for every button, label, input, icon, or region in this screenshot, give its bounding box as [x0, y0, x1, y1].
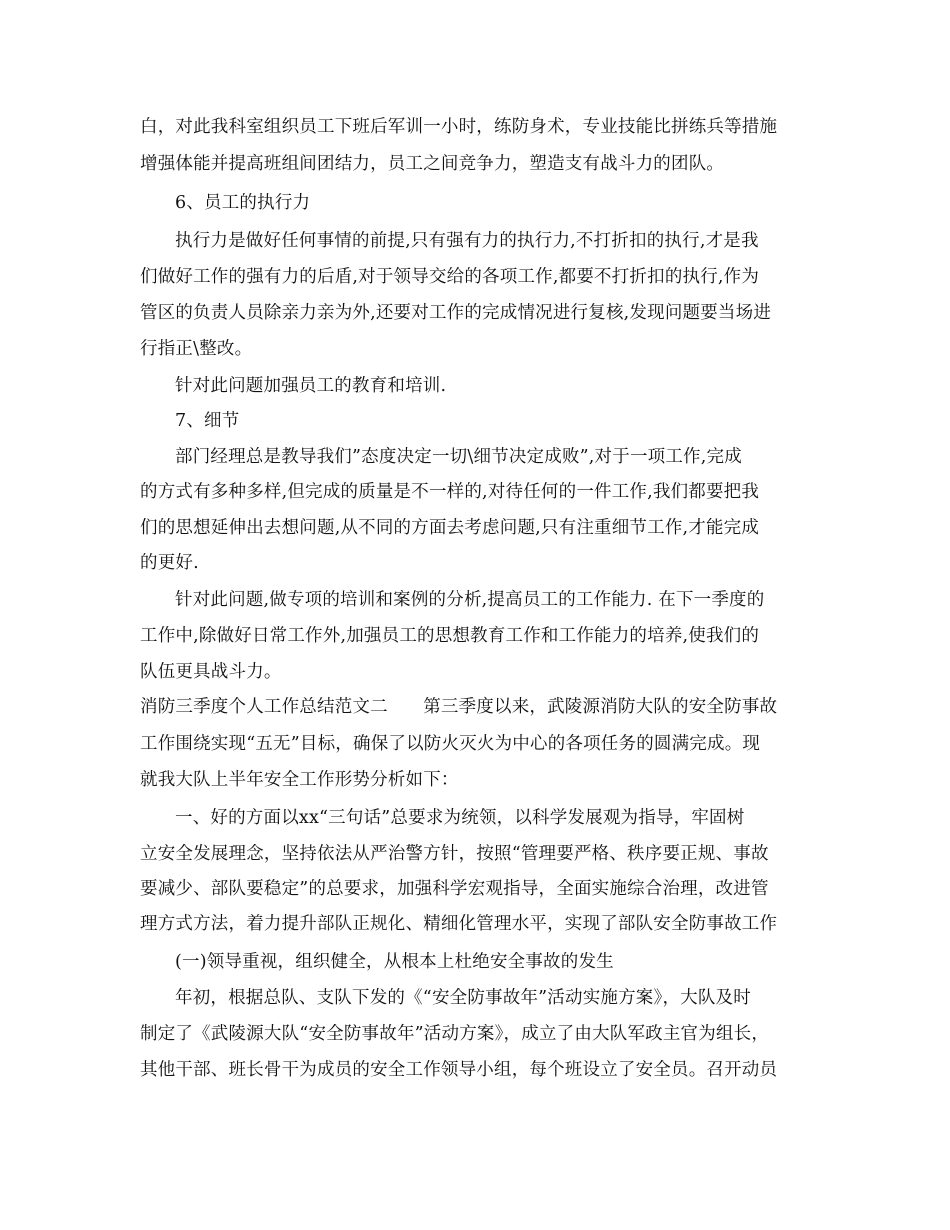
text-line: 年初，根据总队、支队下发的《“安全防事故年”活动实施方案》，大队及时: [175, 988, 751, 1008]
text-line: 工作围绕实现“五无”目标，确保了以防火灭火为中心的各项任务的圆满完成。现: [140, 734, 761, 754]
text-line: 们的思想延伸出去想问题,从不同的方面去考虑问题,只有注重细节工作,才能完成: [140, 518, 760, 538]
text-line: 制定了《武陵源大队“安全防事故年”活动方案》，成立了由大队军政主官为组长，: [140, 1024, 770, 1044]
text-line: 要减少、部队要稳定”的总要求，加强科学宏观指导，全面实施综合治理，改进管: [140, 879, 769, 899]
text-line: 管区的负责人员除亲力亲为外,还要对工作的完成情况进行复核,发现问题要当场进: [140, 303, 772, 323]
text-line: 理方式方法，着力提升部队正规化、精细化管理水平，实现了部队安全防事故工作: [140, 914, 778, 934]
section-heading: (一)领导重视，组织健全，从根本上杜绝安全事故的发生: [175, 952, 614, 972]
section-heading: 7、细节: [175, 411, 240, 431]
text-line: 立安全发展理念，坚持依法从严治警方针，按照“管理要严格、秩序要正规、事故: [140, 844, 769, 864]
text-line: 部门经理总是教导我们”态度决定一切\细节决定成败”,对于一项工作,完成: [175, 447, 742, 467]
text-line: 针对此问题加强员工的教育和培训.: [175, 376, 447, 396]
section-heading: 6、员工的执行力: [175, 193, 311, 213]
text-line: 白，对此我科室组织员工下班后军训一小时，练防身术，专业技能比拼练兵等措施: [140, 117, 778, 137]
text-line: 增强体能并提高班组间团结力，员工之间竞争力，塑造支有战斗力的团队。: [140, 154, 725, 174]
text-line: 队伍更具战斗力。: [140, 662, 282, 682]
text-line: 消防三季度个人工作总结范文二 第三季度以来，武陵源消防大队的安全防事故: [140, 697, 778, 717]
text-line: 的更好.: [140, 553, 199, 573]
text-line: 执行力是做好任何事情的前提,只有强有力的执行力,不打折扣的执行,才是我: [175, 231, 759, 251]
text-line: 就我大队上半年安全工作形势分析如下：: [140, 770, 459, 790]
text-line: 行指正\整改。: [140, 339, 253, 359]
text-line: 其他干部、班长骨干为成员的安全工作领导小组，每个班设立了安全员。召开动员: [140, 1060, 778, 1080]
text-line: 们做好工作的强有力的后盾,对于领导交给的各项工作,都要不打折扣的执行,作为: [140, 267, 760, 287]
text-line: 工作中,除做好日常工作外,加强员工的思想教育工作和工作能力的培养,使我们的: [140, 626, 760, 646]
text-line: 针对此问题,做专项的培训和案例的分析,提高员工的工作能力. 在下一季度的: [175, 590, 765, 610]
text-line: 的方式有多种多样,但完成的质量是不一样的,对待任何的一件工作,我们都要把我: [140, 482, 760, 502]
text-line: 一、好的方面以xx“三句话”总要求为统领，以科学发展观为指导，牢固树: [175, 808, 745, 828]
